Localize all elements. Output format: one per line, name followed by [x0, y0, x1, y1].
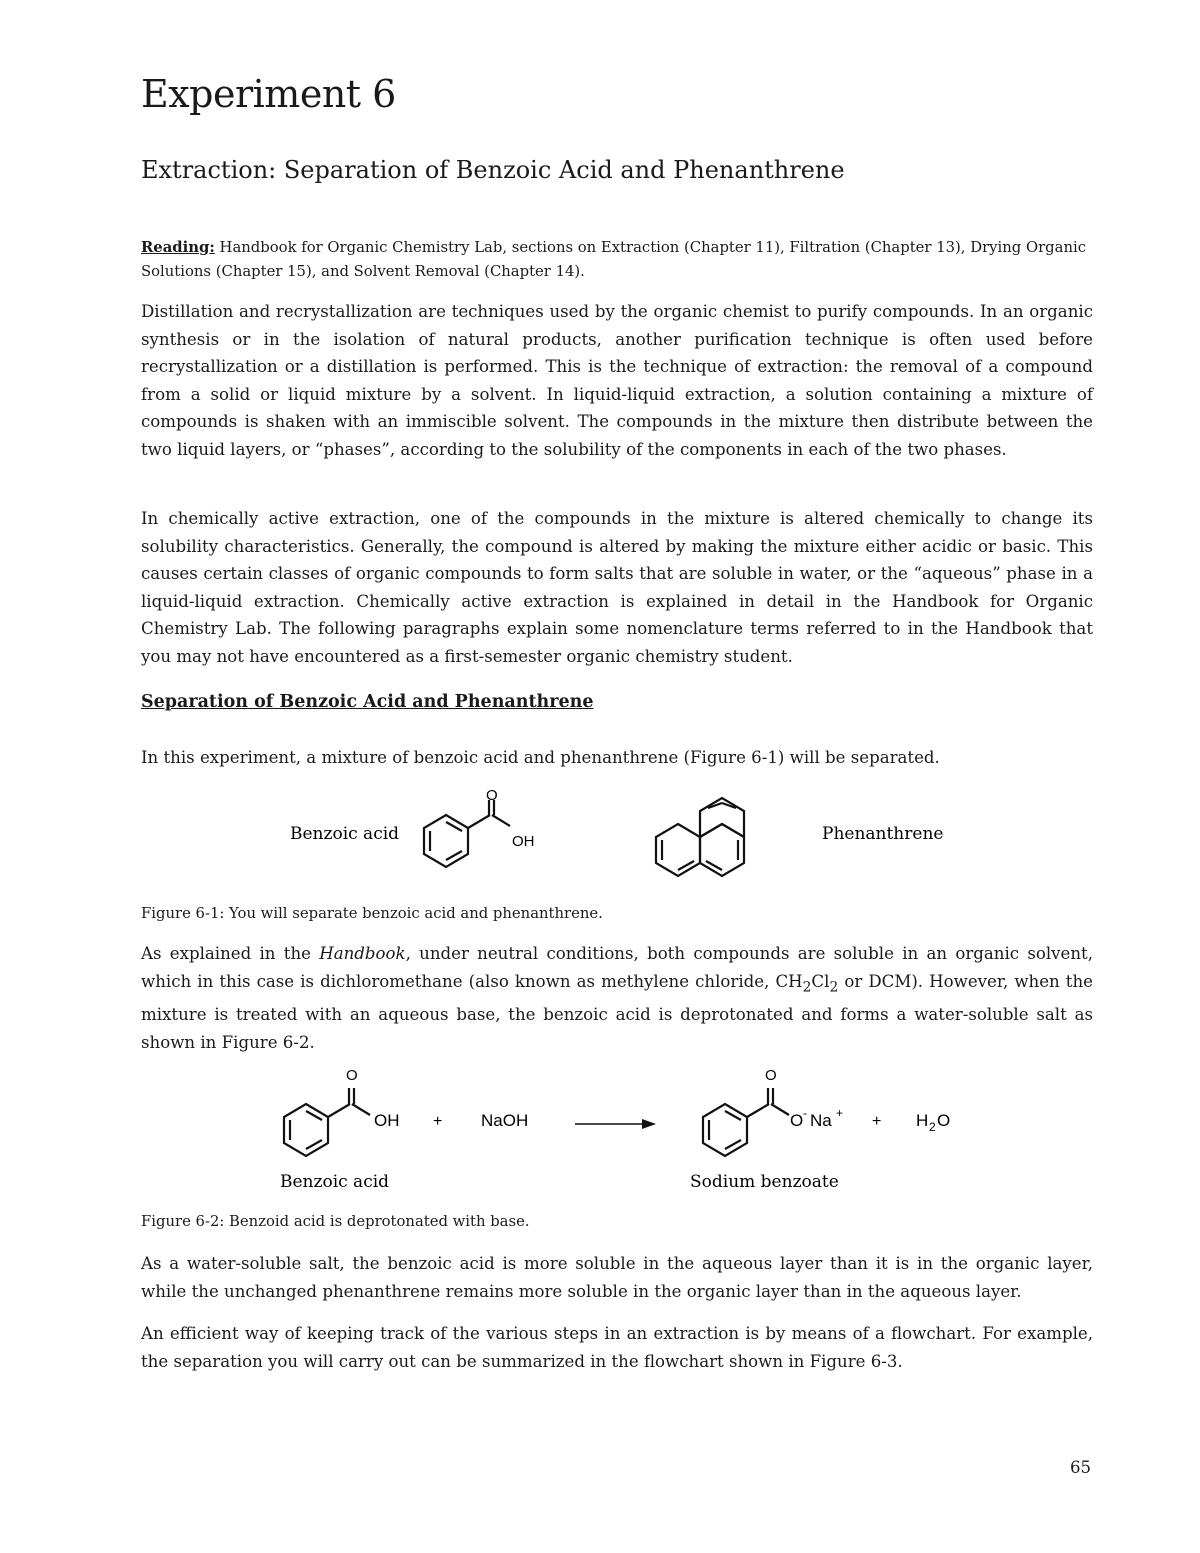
phenanthrene-label: Phenanthrene: [822, 824, 944, 844]
hydroxyl-group: OH: [512, 833, 535, 850]
phenanthrene-structure: [656, 798, 744, 876]
water-subscript: 2: [929, 1120, 936, 1134]
reading-text: Handbook for Organic Chemistry Lab, sections on Extraction (Chapter 11), Filtration (Chapter 13), Drying Organic Solutions (Chapter 15), and Solvent Removal (Chapter 14).: [141, 239, 1086, 280]
reactant-label: Benzoic acid: [280, 1172, 390, 1192]
p4-part-b: , under neutral conditions, both compounds are soluble in an organic solvent, which in this case is dichloromethane (also known as methylene chloride, CH: [141, 944, 1093, 991]
p4-part-a: As explained in the: [141, 944, 320, 963]
product-oxygen: O: [790, 1111, 804, 1130]
handbook-italic: Handbook: [319, 944, 406, 963]
paragraph-experiment: In this experiment, a mixture of benzoic acid and phenanthrene (Figure 6-1) will be separated.: [141, 748, 940, 767]
p4-part-d: or DCM). However, when the mixture is treated with an aqueous base, the benzoic acid is deprotonated and forms a water-soluble salt as shown in Figure 6-2.: [141, 971, 1093, 1052]
paragraph-active-extraction: In chemically active extraction, one of the compounds in the mixture is altered chemically to change its solubility characteristics. Generally, the compound is altered by making the mixture either acidic or basic. This causes certain classes of organic compounds to form salts that are soluble in water, or the “aqueous” phase in a liquid-liquid extraction. Chemically active extraction is explained in detail in the Handbook for Organic Chemistry Lab. The following paragraphs explain some nomenclature terms referred to in the Handbook that you may not have encountered as a first-semester organic chemistry student.: [141, 509, 1093, 666]
figure-6-2-caption: Figure 6-2: Benzoid acid is deprotonated with base.: [141, 1213, 530, 1230]
product-carbonyl-oxygen: O: [765, 1067, 777, 1084]
plus-sign-2: +: [872, 1113, 882, 1130]
paragraph-handbook: [141, 940, 1093, 1056]
minus-charge: -: [803, 1106, 807, 1120]
product-benzoate-structure: [703, 1088, 789, 1156]
paragraph-intro: Distillation and recrystallization are techniques used by the organic chemist to purify compounds. In an organic synthesis or in the isolation of natural products, another purification technique is often used before recrystallization or a distillation is performed. This is the technique of extraction: the removal of a compound from a solid or liquid mixture by a solvent. In liquid-liquid extraction, a solution containing a mixture of compounds is shaken with an immiscible solvent. The compounds in the mixture then distribute between the two liquid layers, or “phases”, according to the solubility of the components in each of the two phases.: [141, 302, 1093, 459]
p4-part-c: Cl: [811, 971, 830, 991]
sodium-ion: Na: [810, 1111, 832, 1130]
page-subtitle: Extraction: Separation of Benzoic Acid and Phenanthrene: [141, 156, 845, 184]
water-o: O: [937, 1111, 951, 1130]
reaction-arrow: [575, 1119, 656, 1129]
naoh-reagent: NaOH: [481, 1111, 529, 1130]
reactant-hydroxyl-group: OH: [374, 1111, 400, 1130]
p4-subscript-1: 2: [802, 978, 812, 995]
figure-6-1: [270, 786, 970, 896]
paragraph-flowchart: An efficient way of keeping track of the various steps in an extraction is by means of a flowchart. For example, the separation you will carry out can be summarized in the flowchart shown in Figure 6-3.: [141, 1324, 1093, 1371]
figure-6-2: [270, 1060, 990, 1195]
page-title: Experiment 6: [141, 72, 396, 116]
benzoic-acid-label: Benzoic acid: [290, 824, 400, 844]
reactant-benzoic-acid-structure: [284, 1088, 370, 1156]
water-h: H: [916, 1111, 929, 1130]
reactant-carbonyl-oxygen: O: [346, 1067, 358, 1084]
section-heading: Separation of Benzoic Acid and Phenanthrene: [141, 692, 594, 712]
carbonyl-oxygen: O: [486, 787, 498, 804]
benzoic-acid-structure: [424, 800, 510, 867]
p4-subscript-2: 2: [829, 978, 839, 995]
plus-charge: +: [836, 1106, 844, 1120]
reading-label: Reading:: [141, 239, 215, 256]
product-label: Sodium benzoate: [690, 1172, 839, 1192]
page-number: 65: [1070, 1458, 1091, 1477]
figure-6-1-caption: Figure 6-1: You will separate benzoic acid and phenanthrene.: [141, 905, 603, 922]
plus-sign-1: +: [433, 1113, 443, 1130]
paragraph-water-soluble-salt: As a water-soluble salt, the benzoic acid is more soluble in the aqueous layer than it is in the organic layer, while the unchanged phenanthrene remains more soluble in the organic layer than in the aqueous layer.: [141, 1254, 1093, 1301]
reading-note: [141, 236, 1093, 284]
